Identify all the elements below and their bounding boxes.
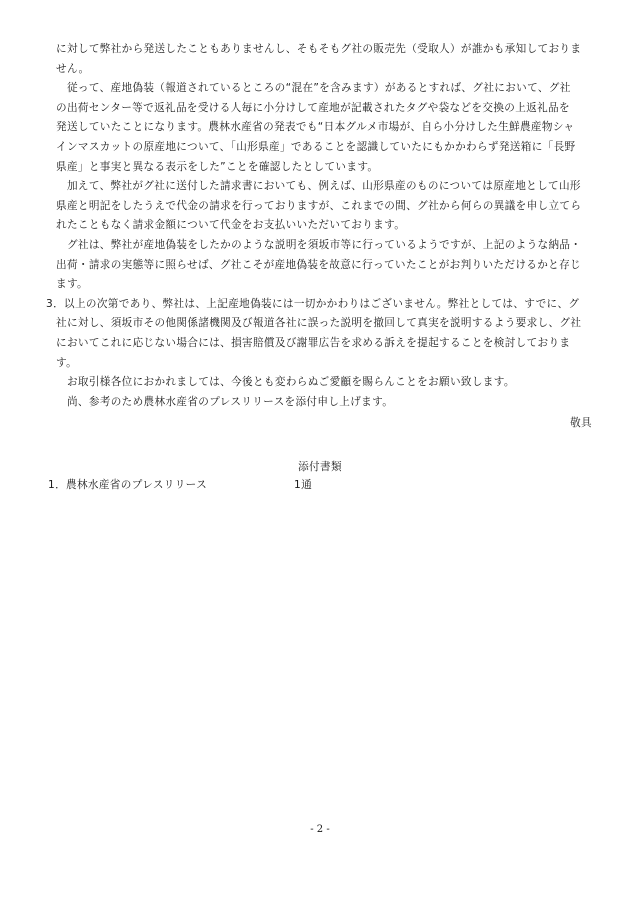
attachment-item: 1．農林水産省のプレスリリース xyxy=(48,479,208,491)
body-line: せん。 xyxy=(56,62,90,75)
body-line: 県産」と事実と異なる表示をした”ことを確認したとしています。 xyxy=(56,160,379,173)
closing-word: 敬具 xyxy=(570,417,592,429)
attachments-heading: 添付書類 xyxy=(298,461,342,473)
body-line: 出荷・請求の実態等に照らせば、グ社こそが産地偽装を故意に行っていたことがお判りいただけるかと存じ xyxy=(56,258,581,271)
body-line: においてこれに応じない場合には、損害賠償及び謝罪広告を求める訴えを提起することを検討しておりま xyxy=(56,336,571,349)
numbered-paragraph-line: 3．以上の次第であり、弊社は、上記産地偽装には一切かかわりはございません。弊社としては、すでに、グ xyxy=(46,297,580,310)
body-line: 加えて、弊社がグ社に送付した請求書においても、例えば、山形県産のものについては原産地として山形 xyxy=(56,180,581,193)
body-line: す。 xyxy=(56,356,78,369)
body-line: お取引様各位におかれましては、今後とも変わらぬご愛顧を賜らんことをお願い致します。 xyxy=(56,376,515,389)
body-line: 従って、産地偽装（報道されているところの“混在”を含みます）があるとすれば、グ社において、グ社 xyxy=(56,82,571,95)
body-line: の出荷センター等で返礼品を受ける人毎に小分けして産地が記載されたタグや袋などを交換の上返礼品を xyxy=(56,101,570,114)
body-text xyxy=(46,40,600,412)
body-line: インマスカットの原産地について、「山形県産」であることを認識していたにもかかわらず発送箱に「長野 xyxy=(56,140,576,153)
body-line: れたこともなく請求金額について代金をお支払いいただいております。 xyxy=(56,219,406,232)
body-line: 県産と明記をしたうえで代金の請求を行っておりますが、これまでの間、グ社から何らの異議を申し立てら xyxy=(56,199,582,212)
page-number: - 2 - xyxy=(310,824,330,835)
body-line: 尚、参考のため農林水産省のプレスリリースを添付申し上げます。 xyxy=(56,395,394,408)
body-line: ます。 xyxy=(56,278,88,291)
body-line: 発送していたことになります。農林水産省の発表でも“日本グルメ市場が、自ら小分けした生鮮農産物シャ xyxy=(56,121,575,134)
body-line: に対して弊社から発送したこともありませんし、そもそもグ社の販売先（受取人）が誰かも承知しておりま xyxy=(56,43,582,55)
attachment-quantity: 1通 xyxy=(294,479,313,491)
body-line: 社に対し、須坂市その他関係諸機関及び報道各社に誤った説明を撤回して真実を説明するよう要求し、グ社 xyxy=(56,317,582,330)
body-line: グ社は、弊社が産地偽装をしたかのような説明を須坂市等に行っているようですが、上記のような納品・ xyxy=(56,238,582,251)
